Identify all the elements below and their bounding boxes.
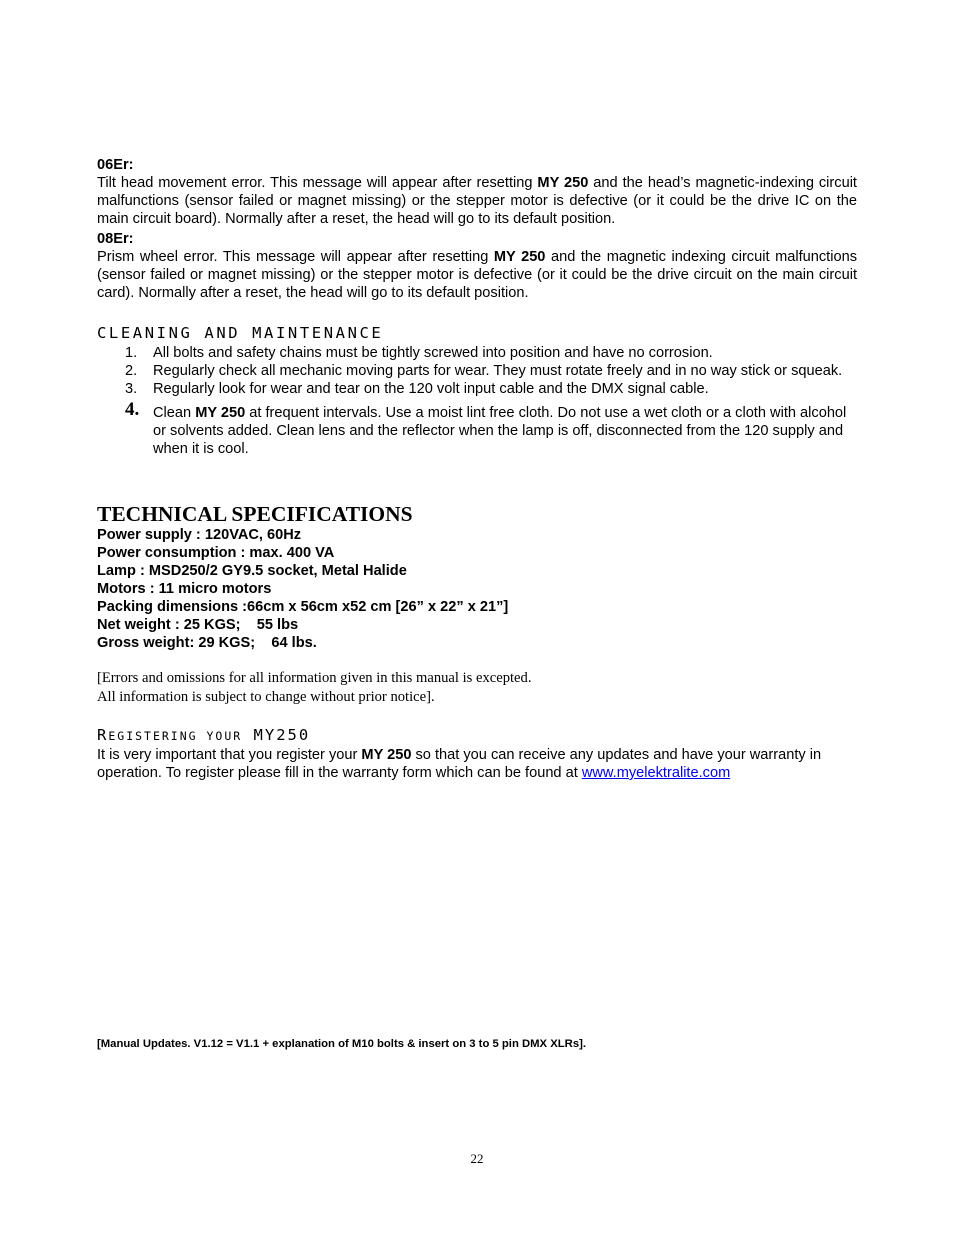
cleaning-heading: CLEANING AND MAINTENANCE (97, 324, 384, 342)
error-06-description (97, 174, 857, 228)
error-code-08: 08Er: (97, 231, 134, 247)
register-heading-model: MY250 (242, 726, 311, 744)
list-text: All bolts and safety chains must be tightly screwed into position and have no corrosion. (153, 345, 713, 361)
error-08-text-b: and the magnetic indexing circuit malfunctions (sensor failed or magnet missing) or the stepper motor is defective (or it could be the drive circuit on the main circuit card). Normally after a reset, the head will go to its default position. (97, 249, 857, 301)
register-text-a: It is very important that you register your (97, 747, 362, 763)
cleaning-list (97, 344, 857, 458)
register-text-b: so that you can receive any updates and have your warranty in operation. To register please fill in the warranty form which can be found at (97, 747, 822, 781)
list-text: Regularly check all mechanic moving parts for wear. They must rotate freely and in no way stick or squeak. (153, 363, 843, 379)
error-06-model: MY 250 (537, 175, 589, 191)
error-06-block (97, 156, 857, 228)
register-heading (97, 726, 310, 745)
register-paragraph (97, 746, 859, 782)
page-number: 22 (470, 1151, 484, 1166)
spec-line: Packing dimensions :66cm x 56cm x52 cm [26” x 22” x 21”] (97, 599, 509, 615)
register-heading-initial: R (97, 726, 109, 744)
tech-specs-list (97, 526, 857, 652)
list-item (97, 399, 857, 458)
register-model: MY 250 (361, 747, 412, 763)
list-number: 3. (125, 381, 138, 397)
error-06-text-a: Tilt head movement error. This message will appear after resetting (97, 175, 538, 191)
manual-update-note: [Manual Updates. V1.12 = V1.1 + explanation of M10 bolts & insert on 3 to 5 pin DMX XLRs]. (97, 1038, 587, 1050)
list-item (97, 380, 857, 398)
spec-line: Net weight : 25 KGS; 55 lbs (97, 617, 299, 633)
spec-line: Motors : 11 micro motors (97, 581, 272, 597)
spec-line: Power consumption : max. 400 VA (97, 545, 335, 561)
spec-line: Lamp : MSD250/2 GY9.5 socket, Metal Halide (97, 563, 407, 579)
error-08-text-a: Prism wheel error. This message will appear after resetting (97, 249, 494, 265)
list-text: at frequent intervals. Use a moist lint free cloth. Do not use a wet cloth or a cloth with alcohol or solvents added. Clean lens and the reflector when the lamp is off, disconnected from the 120 supply and when it is cool. (153, 405, 847, 457)
list-item (97, 362, 857, 380)
error-08-model: MY 250 (493, 249, 546, 265)
list-model: MY 250 (195, 405, 246, 421)
register-heading-rest: EGISTERING YOUR (108, 729, 243, 743)
disclaimer (97, 669, 857, 707)
list-text: Regularly look for wear and tear on the 120 volt input cable and the DMX signal cable. (153, 381, 709, 397)
list-number: 2. (125, 363, 138, 379)
list-item (97, 344, 857, 362)
spec-line: Power supply : 120VAC, 60Hz (97, 527, 302, 543)
website-link[interactable]: www.myelektralite.com (581, 765, 731, 781)
spec-line: Gross weight: 29 KGS; 64 lbs. (97, 635, 317, 651)
disclaimer-line: [Errors and omissions for all information given in this manual is excepted. (97, 670, 532, 686)
error-code-06: 06Er: (97, 157, 134, 173)
list-number: 1. (125, 345, 138, 361)
tech-specs-heading: TECHNICAL SPECIFICATIONS (97, 502, 413, 526)
disclaimer-line: All information is subject to change without prior notice]. (97, 689, 435, 705)
error-08-description (97, 248, 857, 302)
error-08-block (97, 230, 857, 302)
error-06-text-b: and the head’s magnetic-indexing circuit malfunctions (sensor failed or magnet missing) or the stepper motor is defective (or it could be the drive IC on the main circuit board). Normally after a reset, the head will go to its default position. (97, 175, 857, 227)
list-text: Clean (153, 405, 196, 421)
list-number: 4. (125, 399, 140, 420)
